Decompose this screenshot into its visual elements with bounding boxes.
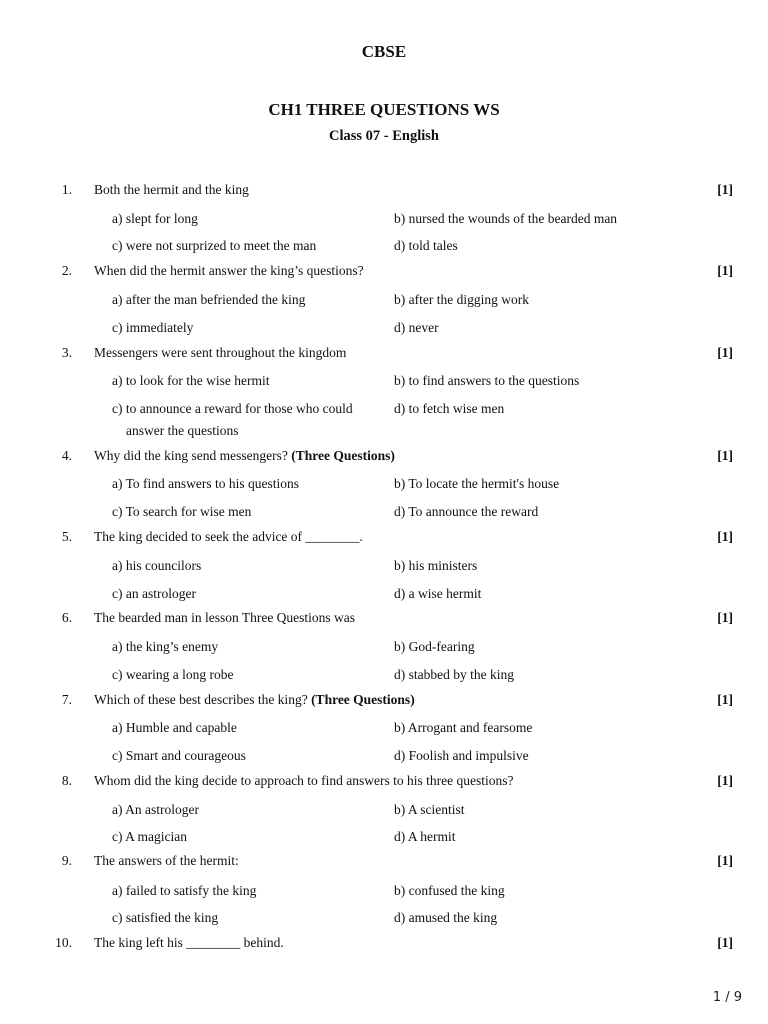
option-d: d) to fetch wise men [394,401,505,416]
class-subject: Class 07 - English [329,128,439,144]
question-marks: [1] [717,529,733,544]
option-a: a) his councilors [112,558,202,573]
question-marks: [1] [717,182,733,197]
option-b: b) Arrogant and fearsome [394,720,533,735]
question-marks: [1] [717,263,733,278]
option-b: b) confused the king [394,883,505,898]
option-c-line1: c) to announce a reward for those who could [112,401,353,416]
question-number: 8. [61,773,72,788]
question-number: 10. [55,935,72,950]
question-marks: [1] [717,345,733,360]
option-a: a) An astrologer [112,802,199,817]
question-text: Both the hermit and the king [94,182,249,197]
board-name: CBSE [361,42,407,61]
option-d: d) Foolish and impulsive [394,748,529,763]
question-marks: [1] [717,773,733,788]
option-b: b) A scientist [394,802,465,817]
option-b: b) To locate the hermit's house [394,476,560,491]
option-c: c) A magician [112,829,187,844]
option-d: d) To announce the reward [394,504,539,519]
option-b: b) after the digging work [394,292,529,307]
option-d: d) told tales [394,238,458,253]
option-c [112,401,353,417]
question-text [94,692,415,708]
option-a: a) Humble and capable [112,720,237,735]
option-c: c) immediately [112,320,194,335]
option-d: d) A hermit [394,829,456,844]
option-b: b) to find answers to the questions [394,373,580,388]
question-marks: [1] [717,610,733,625]
option-d: d) a wise hermit [394,586,482,601]
worksheet-title: CH1 THREE QUESTIONS WS [268,100,500,119]
option-a: a) the king’s enemy [112,639,219,654]
option-d: d) stabbed by the king [394,667,514,682]
option-c: c) satisfied the king [112,910,219,925]
question-text: When did the hermit answer the king’s questions? [94,263,364,278]
option-a: a) slept for long [112,211,198,226]
question-text: The answers of the hermit: [94,853,239,868]
question-number: 6. [61,610,72,625]
option-d: d) never [394,320,439,335]
question-source: (Three Questions) [311,692,415,707]
option-b: b) nursed the wounds of the bearded man [394,211,618,226]
question-text: The bearded man in lesson Three Questions was [94,610,356,625]
question-number: 2. [61,263,72,278]
question-source: (Three Questions) [291,448,395,463]
option-c-continued: answer the questions [126,423,239,438]
question-marks: [1] [717,448,733,463]
option-d: d) amused the king [394,910,498,925]
option-c: c) were not surprized to meet the man [112,238,317,253]
question-number: 3. [61,345,72,360]
question-text: Messengers were sent throughout the kingdom [94,345,347,360]
option-a: a) To find answers to his questions [112,476,300,491]
question-number: 7. [61,692,72,707]
question-marks: [1] [717,692,733,707]
question-number: 4. [61,448,72,463]
option-b: b) God-fearing [394,639,475,654]
question-stem-text: Why did the king send messengers? [94,448,288,463]
question-text: Whom did the king decide to approach to find answers to his three questions? [94,773,514,788]
question-marks: [1] [717,853,733,868]
page-number: 1 / 9 [712,990,742,1005]
option-b: b) his ministers [394,558,478,573]
option-c: c) an astrologer [112,586,196,601]
question-text: The king left his ________ behind. [94,935,284,950]
question-stem-text: Which of these best describes the king? [94,692,308,707]
question-marks: [1] [717,935,733,950]
option-c: c) Smart and courageous [112,748,246,763]
question-text [94,448,395,464]
question-number: 5. [61,529,72,544]
question-text: The king decided to seek the advice of ________. [94,529,363,544]
option-a: a) to look for the wise hermit [112,373,270,388]
option-c: c) wearing a long robe [112,667,234,682]
question-number: 9. [61,853,72,868]
option-c: c) To search for wise men [112,504,252,519]
option-a: a) failed to satisfy the king [112,883,257,898]
question-number: 1. [61,182,72,197]
option-a: a) after the man befriended the king [112,292,306,307]
